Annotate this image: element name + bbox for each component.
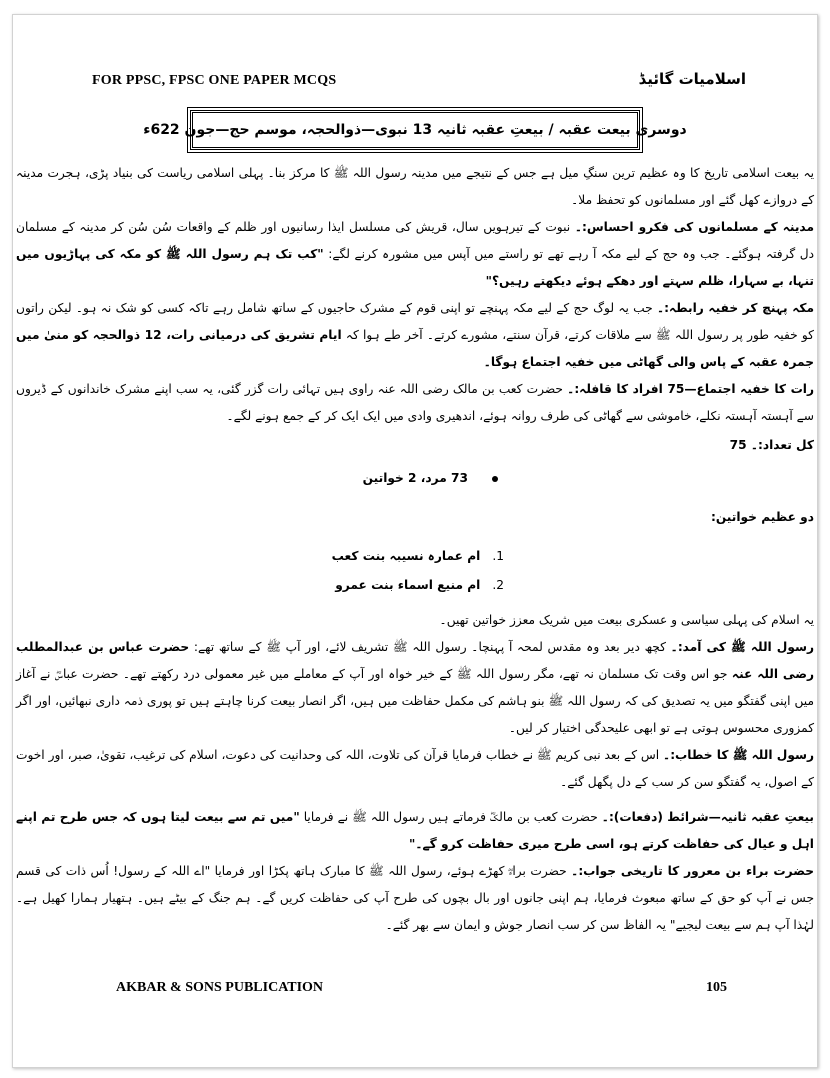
section-heading: رسول اللہ ﷺ کی آمد:۔	[670, 640, 815, 654]
page-title: دوسری بیعت عقبہ / بیعتِ عقبہ ثانیہ 13 نبوی—ذوالحجہ، موسم حج—جون 622ء	[143, 122, 687, 138]
section-text: جب یہ لوگ حج کے لیے مکہ پہنچے تو اپنی قوم کے مشرک حاجیوں کے ساتھ شامل رہے تاکہ کسی کو شک نہ ہو۔ لیکن راتوں کو خفیہ طور پر رسول اللہ ﷺ سے ملاقات کرتے، قرآن سنتے، مشورے کرتے۔ آخر طے ہوا کہ	[16, 301, 814, 342]
section-heading: بیعتِ عقبہ ثانیہ—شرائط (دفعات):۔	[601, 810, 814, 824]
bullet-icon	[492, 476, 498, 482]
section-paragraph	[16, 214, 814, 295]
page-number: 105	[706, 980, 727, 995]
section-paragraph	[16, 634, 814, 742]
header-right: اسلامیات گائیڈ	[638, 70, 746, 88]
women-note: یہ اسلام کی پہلی سیاسی و عسکری بیعت میں شریک معزز خواتین تھیں۔	[439, 613, 814, 627]
section-emphasis: ایام تشریق کی درمیانی رات، 12 ذوالحجہ کو منیٰ میں جمرہ عقبہ کے پاس والی گھاٹی میں خفیہ اجتماع ہوگا۔	[16, 328, 814, 369]
section-text: کچھ دیر بعد وہ مقدس لمحہ آ پہنچا۔ رسول اللہ ﷺ تشریف لائے، اور آپ ﷺ کے ساتھ تھے:	[193, 640, 666, 654]
section-paragraph	[16, 742, 814, 796]
section-paragraph	[16, 376, 814, 430]
section-text: جو اس وقت تک مسلمان نہ تھے، مگر رسول اللہ ﷺ کے خیر خواہ اور آپ کے معاملے میں غیر معمولی درد رکھتے تھے۔ حضرت عباسؓ نے آغاز میں اپنی گفتگو میں یہ تصدیق کی کہ رسول اللہ ﷺ بنو ہاشم کی مکمل حفاظت میں ہیں، اگر انصار بیعت کرنا چاہتے ہیں تو پوری ذمہ داری نبھائیں، اور اگر کمزوری محسوس ہوتی ہے تو ابھی علیحدگی اختیار کر لیں۔	[16, 667, 814, 735]
bullet-text: 73 مرد، 2 خواتین	[362, 471, 468, 485]
bullet-item	[16, 465, 814, 492]
section-paragraph	[16, 804, 814, 858]
section-text: حضرت کعب بن مالکؓ فرماتے ہیں رسول اللہ ﷺ نے فرمایا	[303, 810, 598, 824]
list-item	[16, 543, 504, 570]
list-text: ام عمارہ نسیبہ بنت کعب	[331, 549, 481, 563]
section-heading: حضرت براء بن معرور کا تاریخی جواب:۔	[571, 864, 815, 878]
document-body	[16, 160, 814, 939]
section-emphasis: "میں تم سے بیعت لیتا ہوں کہ جس طرح تم اپنے اہل و عیال کی حفاظت کرتے ہو، اسی طرح میری حفاظت کرو گے۔"	[16, 810, 814, 851]
section-text: اس کے بعد نبی کریم ﷺ نے خطاب فرمایا قرآن کی تلاوت، اللہ کی وحدانیت کی دعوت، اسلام کی ترغیب، تقویٰ، صبر، اور اخوت کے اصول، یہ گفتگو سن کر سب کے دل پگھل گئے۔	[16, 748, 814, 789]
list-item	[16, 572, 504, 599]
section-paragraph	[16, 858, 814, 939]
section-heading: مدینہ کے مسلمانوں کی فکرو احساس:۔	[574, 220, 814, 234]
header-left: FOR PPSC, FPSC ONE PAPER MCQS	[92, 73, 337, 88]
section-text: نبوت کے تیرہویں سال، قریش کی مسلسل ایذا رسانیوں اور ظلم کے واقعات سُن سُن کر مدینہ کے مسلمان دل گرفتہ ہوگئے۔ جب وہ حج کے لیے مکہ آ رہے تھے تو راستے میں آپس میں مشورہ کرنے لگے:	[16, 220, 815, 261]
title-box	[143, 110, 687, 150]
section-heading: رات کا خفیہ اجتماع—75 افراد کا قافلہ:۔	[567, 382, 815, 396]
total-count: کل تعداد:۔ 75	[729, 438, 814, 452]
section-emphasis: حضرت عباس بن عبدالمطلب رضی اللہ عنہ	[16, 640, 815, 681]
women-list	[16, 543, 814, 599]
section-heading: رسول اللہ ﷺ کا خطاب:۔	[663, 748, 815, 762]
section-text: حضرت براءؓ کھڑے ہوئے، رسول اللہ ﷺ کا مبارک ہاتھ پکڑا اور فرمایا "اے اللہ کے رسول! اُس ذات کی قسم جس نے آپ کو حق کے ساتھ مبعوث فرمایا، ہم اپنی جانوں اور بال بچوں کی طرح آپ کی حفاظت کریں گے۔ ہم جنگ کے بیٹے ہیں۔ ہتھیار ہمارا کھیل ہے۔ لہٰذا آپ ہم سے بیعت لیجیے" یہ الفاظ سن کر سب انصار جوش و ایمان سے بھر گئے۔	[16, 864, 814, 932]
section-emphasis: "کب تک ہم رسول اللہ ﷺ کو مکہ کی پہاڑیوں میں تنہا، بے سہارا، ظلم سہتے اور دھکے ہوئے دیکھتے رہیں؟"	[16, 247, 814, 288]
intro-paragraph: یہ بیعت اسلامی تاریخ کا وہ عظیم ترین سنگِ میل ہے جس کے نتیجے میں مدینہ رسول اللہ ﷺ کا مرکز بنا۔ پہلی اسلامی ریاست کی بنیاد پڑی، ہجرت مدینہ کے دروازے کھل گئے اور مسلمانوں کو تحفظ ملا۔	[16, 166, 814, 207]
section-paragraph	[16, 295, 814, 376]
section-heading: مکہ پہنچ کر خفیہ رابطہ:۔	[656, 301, 814, 315]
footer-publisher: AKBAR & SONS PUBLICATION	[116, 980, 324, 995]
section-text: حضرت کعب بن مالک رضی اللہ عنہ راوی ہیں تہائی رات گزر گئی، یہ سب اپنے مشرک خاندانوں کے ڈیروں سے آہستہ آہستہ نکلے، خاموشی سے گھاٹی کی طرف روانہ ہوئے، اندھیری وادی میں ایک ایک کر کے جمع ہونے لگے۔	[16, 382, 814, 423]
list-number: 2.	[492, 578, 504, 592]
list-text: ام منیع اسماء بنت عمرو	[335, 578, 481, 592]
women-heading: دو عظیم خواتین:	[710, 510, 814, 524]
list-number: 1.	[492, 549, 504, 563]
